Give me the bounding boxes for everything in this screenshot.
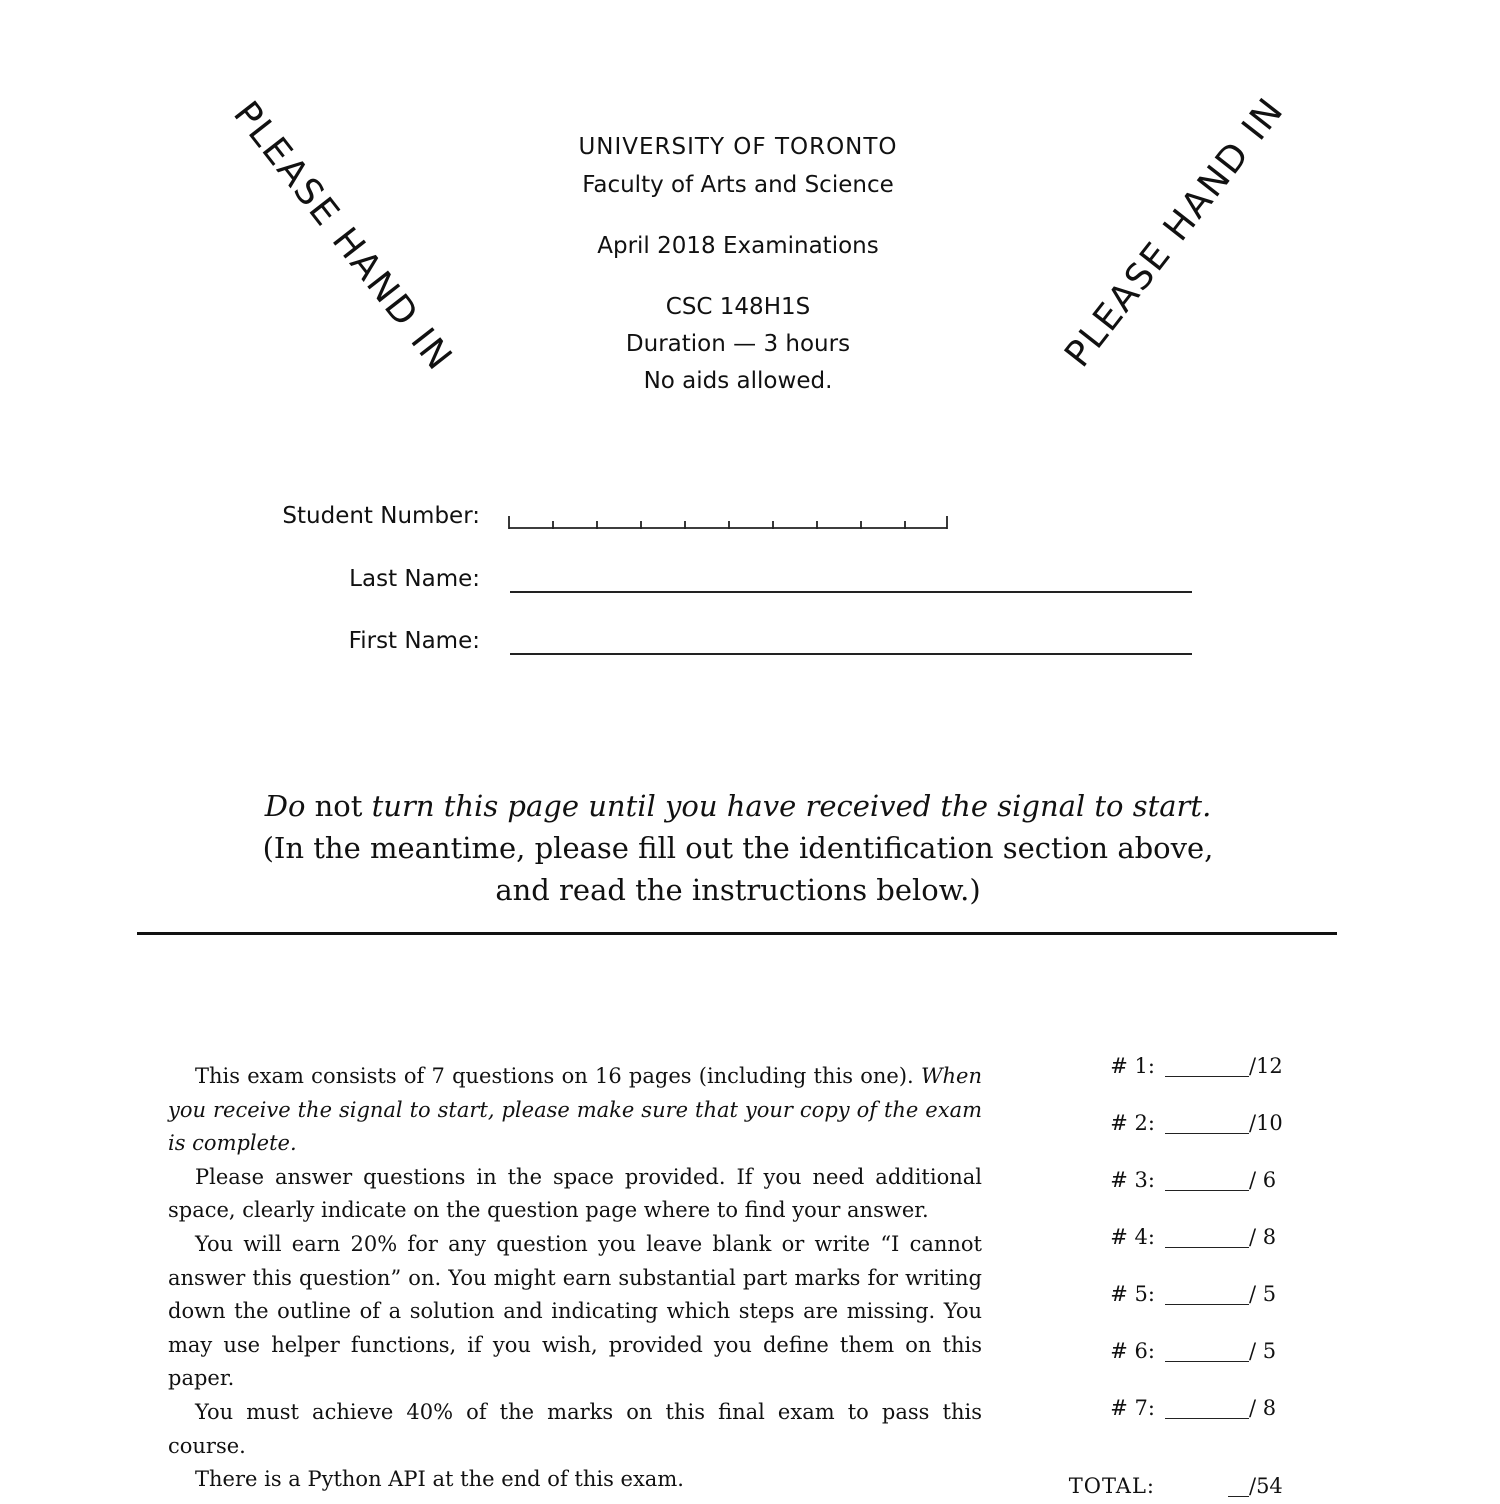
score-max: /12: [1249, 1054, 1283, 1078]
score-row-5: [1040, 1282, 1290, 1312]
score-label: # 1:: [1110, 1054, 1155, 1078]
last-name-label: Last Name:: [349, 566, 480, 592]
faculty-name: Faculty of Arts and Science: [582, 172, 894, 198]
score-row-6: [1040, 1339, 1290, 1369]
score-row-4: [1040, 1225, 1290, 1255]
instruction-paragraph-3: You will earn 20% for any question you leave blank or write “I cannot answer this question” on. You might earn substantial part marks for writing down the outline of a solution and indicating which steps are missing. You may use helper functions, if you wish, provided you define them on this paper.: [168, 1231, 982, 1391]
exam-duration: Duration — 3 hours: [625, 331, 851, 357]
score-total-label: TOTAL:: [1068, 1474, 1155, 1498]
notice-line-3: and read the instructions below.): [495, 873, 981, 907]
student-number-label: Student Number:: [282, 503, 480, 529]
score-blank: [1165, 1304, 1249, 1305]
score-max: / 5: [1249, 1339, 1277, 1363]
first-name-field[interactable]: [510, 653, 1192, 655]
section-divider: [137, 932, 1337, 935]
please-hand-in-stamp-right: PLEASE HAND IN: [1057, 90, 1293, 375]
score-max: / 8: [1249, 1225, 1277, 1249]
score-blank: [1165, 1418, 1249, 1419]
score-max: / 6: [1249, 1168, 1277, 1192]
score-row-1: [1040, 1054, 1290, 1084]
first-name-label: First Name:: [348, 628, 480, 654]
score-label: # 4:: [1110, 1225, 1155, 1249]
score-label: # 2:: [1110, 1111, 1155, 1135]
notice-line-2: (In the meantime, please fill out the identification section above,: [262, 831, 1214, 865]
score-max: / 8: [1249, 1396, 1277, 1420]
notice-do: Do: [264, 789, 306, 823]
instruction-paragraph-2: Please answer questions in the space provided. If you need additional space, clearly indicate on the question page where to find your answer.: [168, 1164, 982, 1223]
score-row-3: [1040, 1168, 1290, 1198]
university-name: UNIVERSITY OF TORONTO: [578, 134, 898, 160]
score-max: / 5: [1249, 1282, 1277, 1306]
score-blank: [1165, 1190, 1249, 1191]
instruction-paragraph-5: There is a Python API at the end of this exam.: [195, 1467, 684, 1492]
instruction-page-count: This exam consists of 7 questions on 16 pages (including this one).: [195, 1064, 914, 1088]
notice-not: not: [314, 789, 363, 823]
score-label: # 7:: [1110, 1396, 1155, 1420]
student-number-boxes[interactable]: [505, 508, 955, 532]
exam-session: April 2018 Examinations: [597, 233, 879, 259]
score-blank: [1165, 1076, 1249, 1077]
score-row-2: [1040, 1111, 1290, 1141]
instructions: [168, 1060, 982, 1497]
notice-line-1: [0, 785, 1476, 827]
please-hand-in-stamp-left: PLEASE HAND IN: [225, 94, 461, 379]
score-total-max: /54: [1249, 1474, 1283, 1498]
last-name-field[interactable]: [510, 591, 1192, 593]
aids-policy: No aids allowed.: [643, 368, 833, 394]
score-label: # 5:: [1110, 1282, 1155, 1306]
score-blank: [1165, 1361, 1249, 1362]
score-max: /10: [1249, 1111, 1283, 1135]
score-total-blank: [1228, 1496, 1249, 1497]
score-blank: [1165, 1133, 1249, 1134]
score-blank: [1165, 1247, 1249, 1248]
score-label: # 3:: [1110, 1168, 1155, 1192]
course-code: CSC 148H1S: [665, 294, 811, 320]
instruction-check-copy: When you receive the signal to start, please make sure that your copy of the exam is complete.: [168, 1064, 982, 1156]
instruction-paragraph-1: [168, 1060, 982, 1161]
score-row-7: [1040, 1396, 1290, 1426]
notice-rest: turn this page until you have received the signal to start.: [371, 789, 1212, 823]
score-label: # 6:: [1110, 1339, 1155, 1363]
instruction-paragraph-4: You must achieve 40% of the marks on this final exam to pass this course.: [168, 1399, 982, 1458]
